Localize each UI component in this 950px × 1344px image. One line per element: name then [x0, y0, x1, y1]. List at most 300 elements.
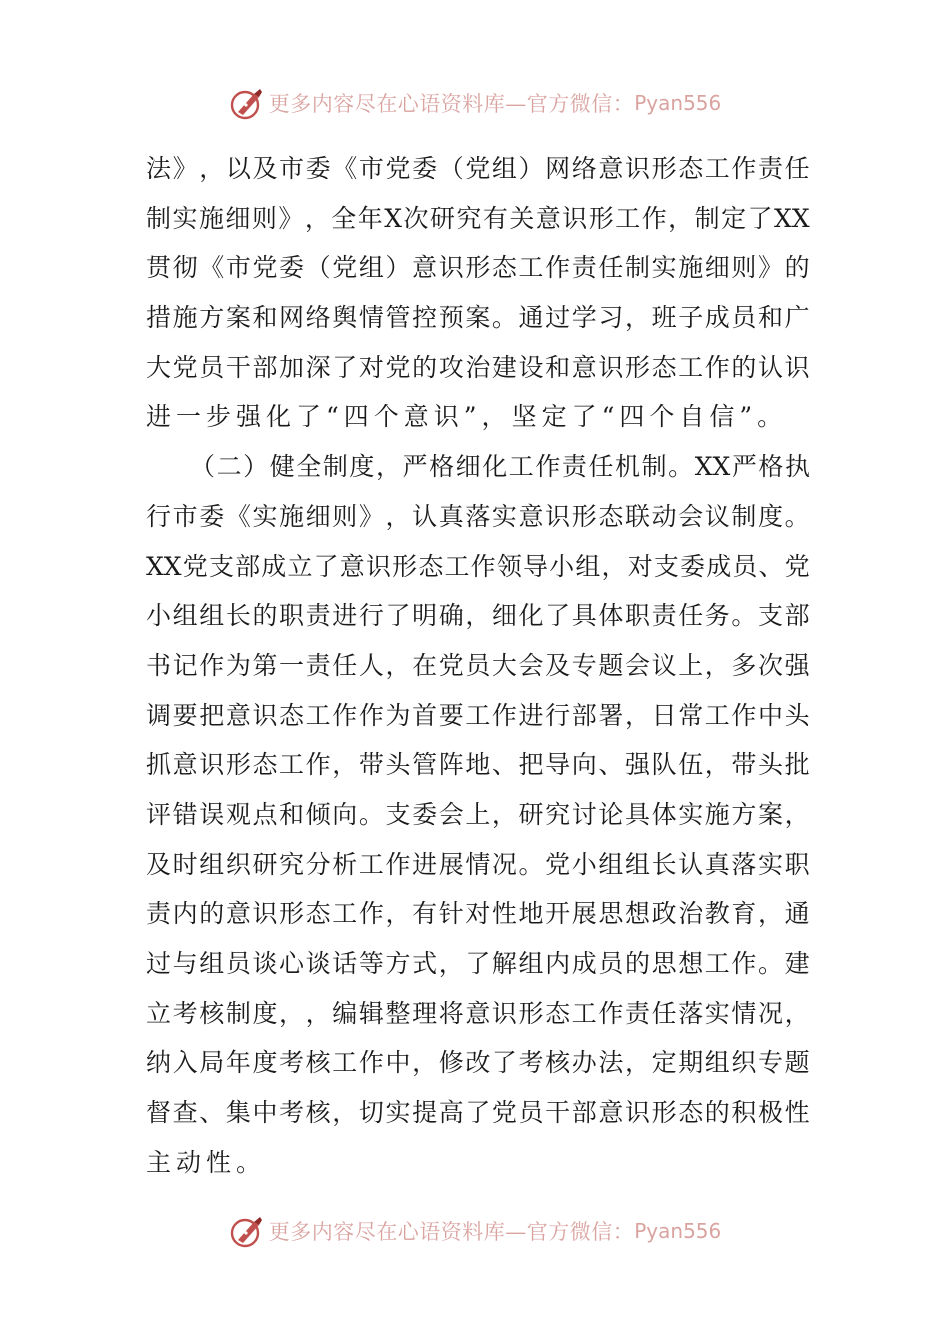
text-glyph: 干 [225, 352, 251, 382]
text-glyph: 意 [465, 998, 491, 1028]
text-line [146, 492, 810, 542]
text-glyph: 责 [561, 452, 587, 482]
text-glyph: 书 [146, 650, 172, 680]
text-glyph: 施 [704, 799, 730, 829]
text-glyph: 制 [146, 203, 172, 233]
text-glyph: 部 [784, 601, 810, 631]
text-glyph: 任 [598, 253, 624, 283]
text-glyph: 调 [146, 700, 172, 730]
text-glyph: X [384, 203, 403, 233]
text-glyph: 考 [518, 1048, 544, 1078]
text-glyph: 题 [784, 1048, 810, 1078]
text-line [146, 641, 810, 691]
text-line: 进一步强化了“四个意识”，坚定了“四个自信”。 [146, 402, 788, 432]
text-glyph: 意 [339, 551, 365, 581]
text-glyph: 作 [731, 949, 757, 978]
text-glyph: 研 [518, 799, 544, 829]
text-glyph: 讨 [571, 799, 597, 829]
text-glyph: 组 [704, 1048, 730, 1078]
text-glyph: 理 [412, 998, 438, 1028]
text-glyph: 的 [624, 949, 650, 978]
text-glyph: ） [385, 253, 411, 283]
text-glyph: 集 [225, 1098, 251, 1128]
text-glyph: 党 [784, 551, 810, 581]
text-glyph: 作 [385, 849, 411, 879]
text-glyph: 等 [358, 949, 384, 978]
text-glyph: 编 [332, 998, 358, 1028]
text-glyph: 中 [252, 1098, 278, 1128]
text-glyph: 度 [349, 452, 375, 482]
text-glyph: 作 [731, 700, 757, 730]
text-glyph: 责 [571, 253, 597, 283]
text-glyph: ） [518, 154, 544, 183]
text-glyph: 作 [491, 700, 517, 730]
text-glyph: 细 [455, 452, 481, 482]
text-glyph: 第 [252, 650, 278, 680]
text-glyph: 上 [678, 650, 704, 680]
text-glyph: 领 [496, 551, 522, 581]
text-glyph: 展 [571, 899, 597, 929]
text-glyph: 队 [651, 750, 677, 780]
text-glyph: 思 [598, 899, 624, 929]
pen-nib-logo-icon [229, 85, 265, 121]
text-glyph: 和 [545, 352, 571, 382]
text-glyph: 作 [641, 203, 667, 233]
text-glyph: 意 [412, 253, 438, 283]
text-glyph: 制 [694, 203, 720, 233]
text-glyph: 教 [704, 899, 730, 929]
text-glyph: 责 [651, 601, 677, 631]
text-glyph: 方 [199, 303, 225, 333]
text-glyph: 识 [252, 700, 278, 730]
text-glyph: 要 [172, 700, 198, 730]
text-glyph: 况 [491, 849, 517, 879]
text-glyph: 了 [385, 601, 411, 631]
text-glyph: 党 [172, 352, 198, 382]
text-glyph: 设 [518, 352, 544, 382]
text-glyph: 度 [252, 1048, 278, 1078]
text-glyph: 多 [731, 650, 757, 680]
text-glyph: 情 [465, 849, 491, 879]
text-glyph: 定 [721, 203, 747, 233]
text-glyph: 络 [571, 154, 597, 183]
text-glyph: 案 [758, 799, 784, 829]
text-glyph: 。 [518, 849, 544, 879]
text-glyph: 识 [365, 551, 391, 581]
text-glyph: 形 [651, 154, 677, 183]
text-glyph: 工 [332, 1048, 358, 1078]
text-glyph: 员 [518, 1098, 544, 1128]
text-glyph: 点 [252, 799, 278, 829]
text-glyph: 》 [172, 154, 198, 183]
text-glyph: 支 [758, 601, 784, 631]
text-glyph: 形 [279, 899, 305, 929]
text-glyph: 健 [269, 452, 295, 482]
text-glyph: 度 [758, 501, 784, 531]
text-glyph: 开 [545, 899, 571, 929]
text-glyph: 长 [651, 849, 677, 879]
text-glyph: 内 [172, 899, 198, 929]
text-glyph: 识 [784, 352, 810, 382]
text-glyph: ， [332, 750, 358, 780]
text-glyph: 作 [470, 551, 496, 581]
text-glyph: 署 [598, 700, 624, 730]
text-line [146, 293, 810, 343]
text-glyph: 谈 [305, 949, 331, 978]
text-glyph: 定 [651, 1048, 677, 1078]
text-glyph: 对 [465, 899, 491, 929]
text-glyph: ， [758, 899, 784, 929]
text-glyph: 记 [172, 650, 198, 680]
text-glyph: 部 [571, 1098, 597, 1128]
text-glyph: 格 [429, 452, 455, 482]
text-glyph: 法 [598, 1048, 624, 1078]
paragraph-1 [146, 144, 810, 442]
text-glyph: 次 [403, 203, 429, 233]
text-glyph: 了 [491, 1048, 517, 1078]
text-glyph: 攻 [438, 352, 464, 382]
text-glyph: 在 [412, 650, 438, 680]
text-glyph: 真 [438, 501, 464, 531]
text-glyph: 严 [731, 452, 757, 482]
text-glyph: ， [305, 998, 331, 1028]
text-glyph: 议 [704, 501, 730, 531]
text-glyph: 局 [199, 1048, 225, 1078]
text-glyph: 情 [731, 998, 757, 1028]
text-glyph: 。 [668, 452, 694, 482]
text-glyph: 专 [758, 1048, 784, 1078]
section-heading-line [146, 442, 810, 492]
text-glyph: 施 [678, 253, 704, 283]
text-glyph: 职 [784, 849, 810, 879]
text-glyph: 制 [322, 452, 348, 482]
text-glyph: 落 [678, 998, 704, 1028]
text-glyph: 带 [731, 750, 757, 780]
text-glyph: 工 [615, 203, 641, 233]
text-glyph: 头 [758, 750, 784, 780]
text-glyph: 为 [225, 650, 251, 680]
text-glyph: 意 [518, 501, 544, 531]
text-glyph: 组 [518, 949, 544, 978]
text-glyph: 行 [358, 601, 384, 631]
text-glyph: 委 [680, 551, 706, 581]
text-glyph: 要 [438, 700, 464, 730]
text-glyph: 法 [146, 154, 172, 183]
text-glyph: 。 [784, 501, 810, 531]
text-glyph: 年 [357, 203, 383, 233]
text-glyph: 作 [598, 998, 624, 1028]
text-glyph: XX [146, 551, 182, 581]
text-glyph: 年 [225, 1048, 251, 1078]
text-glyph: 想 [624, 899, 650, 929]
text-glyph: 识 [491, 998, 517, 1028]
text-glyph: 制 [225, 998, 251, 1028]
text-glyph: 把 [199, 700, 225, 730]
text-glyph: 了 [465, 949, 491, 978]
text-glyph: 作 [332, 700, 358, 730]
text-glyph: 核 [199, 998, 225, 1028]
text-glyph: 学 [571, 303, 597, 333]
text-glyph: 小 [571, 849, 597, 879]
text-glyph: 组 [624, 849, 650, 879]
text-glyph: 细 [305, 501, 331, 531]
text-glyph: 工 [305, 700, 331, 730]
text-glyph: 况 [758, 998, 784, 1028]
text-glyph: 识 [199, 750, 225, 780]
text-glyph: 则 [332, 501, 358, 531]
text-glyph: 。 [358, 799, 384, 829]
text-glyph: 态 [598, 501, 624, 531]
text-line [146, 939, 810, 989]
text-glyph: 通 [518, 303, 544, 333]
text-glyph: 谈 [252, 949, 278, 978]
text-glyph: 意 [225, 899, 251, 929]
text-glyph: 责 [305, 650, 331, 680]
text-glyph: 核 [545, 1048, 571, 1078]
watermark-text: 更多内容尽在心语资料库—官方微信： [268, 1220, 635, 1244]
text-glyph: 员 [465, 650, 491, 680]
text-glyph: 党 [332, 253, 358, 283]
text-glyph: 实 [491, 501, 517, 531]
text-glyph: 委 [199, 501, 225, 531]
text-glyph: 市 [225, 253, 251, 283]
text-glyph: 实 [172, 203, 198, 233]
text-glyph: 党 [182, 551, 208, 581]
text-glyph: 加 [279, 352, 305, 382]
text-glyph: 案 [225, 303, 251, 333]
text-glyph: 研 [252, 849, 278, 879]
text-glyph: （ [305, 253, 331, 283]
text-glyph: 形 [465, 253, 491, 283]
text-glyph: 组 [199, 949, 225, 978]
text-glyph: 化 [482, 452, 508, 482]
text-glyph: ， [704, 650, 730, 680]
text-line [146, 889, 810, 939]
text-glyph: 想 [678, 949, 704, 978]
text-glyph: 常 [678, 700, 704, 730]
text-glyph: 意 [571, 352, 597, 382]
text-glyph: 治 [465, 352, 491, 382]
text-glyph: 建 [784, 949, 810, 978]
text-glyph: 针 [438, 899, 464, 929]
text-glyph: 形 [571, 501, 597, 531]
text-glyph: 形 [624, 352, 650, 382]
text-glyph: 党 [385, 352, 411, 382]
text-glyph: 作 [535, 452, 561, 482]
text-glyph: 实 [385, 1098, 411, 1128]
text-glyph: 中 [385, 1048, 411, 1078]
text-glyph: 方 [731, 799, 757, 829]
text-glyph: 小 [549, 551, 575, 581]
text-glyph: 任 [678, 601, 704, 631]
text-glyph: 过 [146, 949, 172, 978]
text-glyph: 批 [784, 750, 810, 780]
text-glyph: 工 [678, 352, 704, 382]
text-glyph: 落 [731, 849, 757, 879]
text-glyph: ， [199, 154, 225, 183]
text-line [146, 1038, 810, 1088]
text-glyph: ， [668, 203, 694, 233]
text-glyph: 头 [385, 750, 411, 780]
text-glyph: 意 [535, 203, 561, 233]
text-glyph: 干 [545, 1098, 571, 1128]
watermark-handle: Pyan556 [634, 91, 722, 115]
text-glyph: 把 [518, 750, 544, 780]
text-glyph: 工 [279, 750, 305, 780]
text-glyph: 向 [332, 799, 358, 829]
text-glyph: 作 [358, 899, 384, 929]
text-glyph: 组 [199, 601, 225, 631]
text-glyph: 。 [491, 303, 517, 333]
text-glyph: 子 [678, 303, 704, 333]
text-glyph: 组 [491, 154, 517, 183]
text-glyph: 实 [651, 253, 677, 283]
text-glyph: 强 [624, 750, 650, 780]
text-glyph: 工 [571, 998, 597, 1028]
text-glyph: 细 [704, 253, 730, 283]
text-glyph: 导 [523, 551, 549, 581]
text-glyph: 、 [598, 750, 624, 780]
text-glyph: 工 [704, 700, 730, 730]
text-glyph: ， [704, 750, 730, 780]
text-glyph: 的 [199, 899, 225, 929]
text-glyph: 实 [252, 501, 278, 531]
text-glyph: 行 [146, 501, 172, 531]
text-glyph: 织 [225, 849, 251, 879]
text-glyph: 的 [252, 601, 278, 631]
text-glyph: 考 [279, 1048, 305, 1078]
text-glyph: 意 [598, 1098, 624, 1128]
text-glyph: 措 [146, 303, 172, 333]
text-glyph: ， [624, 303, 650, 333]
text-glyph: 员 [598, 949, 624, 978]
text-glyph: 地 [465, 750, 491, 780]
text-glyph: 识 [624, 154, 650, 183]
text-glyph: 落 [465, 501, 491, 531]
text-glyph: 网 [279, 303, 305, 333]
text-glyph: 会 [624, 650, 650, 680]
text-glyph: 态 [678, 1098, 704, 1128]
text-glyph: 管 [412, 750, 438, 780]
text-glyph: 析 [332, 849, 358, 879]
text-glyph: 了 [465, 1098, 491, 1128]
text-glyph: 舆 [332, 303, 358, 333]
text-line [146, 542, 810, 592]
text-glyph: 强 [784, 650, 810, 680]
text-glyph: 则 [251, 203, 277, 233]
document-body [146, 144, 810, 1187]
text-glyph: 评 [146, 799, 172, 829]
text-glyph: 会 [518, 650, 544, 680]
text-glyph: 任 [588, 452, 614, 482]
text-glyph: 意 [225, 700, 251, 730]
text-glyph: 机 [615, 452, 641, 482]
text-line [146, 591, 810, 641]
text-glyph: 责 [305, 601, 331, 631]
text-glyph: 职 [624, 601, 650, 631]
text-glyph: 会 [678, 501, 704, 531]
text-glyph: 施 [198, 203, 224, 233]
text-line [146, 144, 810, 194]
text-glyph: 意 [598, 154, 624, 183]
text-glyph: 组 [598, 849, 624, 879]
text-glyph: 建 [491, 352, 517, 382]
text-glyph: 联 [624, 501, 650, 531]
text-glyph: 体 [598, 601, 624, 631]
text-glyph: 具 [571, 601, 597, 631]
text-glyph: 态 [678, 154, 704, 183]
text-glyph: 改 [465, 1048, 491, 1078]
text-glyph: ， [491, 799, 517, 829]
text-glyph: 认 [678, 849, 704, 879]
text-glyph: 工 [444, 551, 470, 581]
text-glyph: 考 [172, 998, 198, 1028]
text-glyph: 识 [252, 899, 278, 929]
text-glyph: 施 [279, 501, 305, 531]
text-glyph: 部 [235, 551, 261, 581]
text-glyph: 心 [279, 949, 305, 978]
text-glyph: 工 [358, 849, 384, 879]
text-glyph: 。 [731, 601, 757, 631]
text-glyph: 任 [784, 154, 810, 183]
text-glyph: 识 [562, 203, 588, 233]
text-glyph: 组 [199, 849, 225, 879]
text-glyph: 作 [199, 650, 225, 680]
text-glyph: 部 [252, 352, 278, 382]
text-glyph: 责 [624, 998, 650, 1028]
text-line [146, 740, 810, 790]
text-glyph: 为 [385, 700, 411, 730]
text-glyph: 情 [358, 303, 384, 333]
text-glyph: ， [385, 501, 411, 531]
text-glyph: 日 [651, 700, 677, 730]
text-glyph: 及 [146, 849, 172, 879]
text-glyph: 入 [172, 1048, 198, 1078]
text-glyph: 式 [412, 949, 438, 978]
text-glyph: 中 [758, 700, 784, 730]
text-glyph: 施 [172, 303, 198, 333]
text-glyph: 员 [731, 303, 757, 333]
text-glyph: 长 [225, 601, 251, 631]
text-glyph: 识 [438, 253, 464, 283]
text-glyph: 贯 [146, 253, 172, 283]
text-glyph: 核 [305, 1048, 331, 1078]
text-glyph: 实 [678, 799, 704, 829]
text-glyph: 案 [465, 303, 491, 333]
text-glyph: 动 [651, 501, 677, 531]
text-glyph: 实 [758, 849, 784, 879]
text-glyph: 的 [412, 352, 438, 382]
text-glyph: 了 [747, 203, 773, 233]
text-line: 主动性。 [146, 1147, 267, 1177]
text-glyph: 党 [252, 253, 278, 283]
text-glyph: 任 [651, 998, 677, 1028]
text-glyph: 整 [385, 998, 411, 1028]
text-line [146, 840, 810, 890]
text-glyph: 解 [491, 949, 517, 978]
text-glyph: 实 [704, 998, 730, 1028]
text-glyph: 二 [216, 452, 242, 482]
text-glyph: （ [438, 154, 464, 183]
text-glyph: 态 [252, 750, 278, 780]
text-glyph: 育 [731, 899, 757, 929]
text-glyph: 委 [305, 154, 331, 183]
text-glyph: 时 [172, 849, 198, 879]
text-glyph: 导 [545, 750, 571, 780]
text-glyph: 进 [518, 700, 544, 730]
text-glyph: 网 [545, 154, 571, 183]
text-glyph: 成 [261, 551, 287, 581]
